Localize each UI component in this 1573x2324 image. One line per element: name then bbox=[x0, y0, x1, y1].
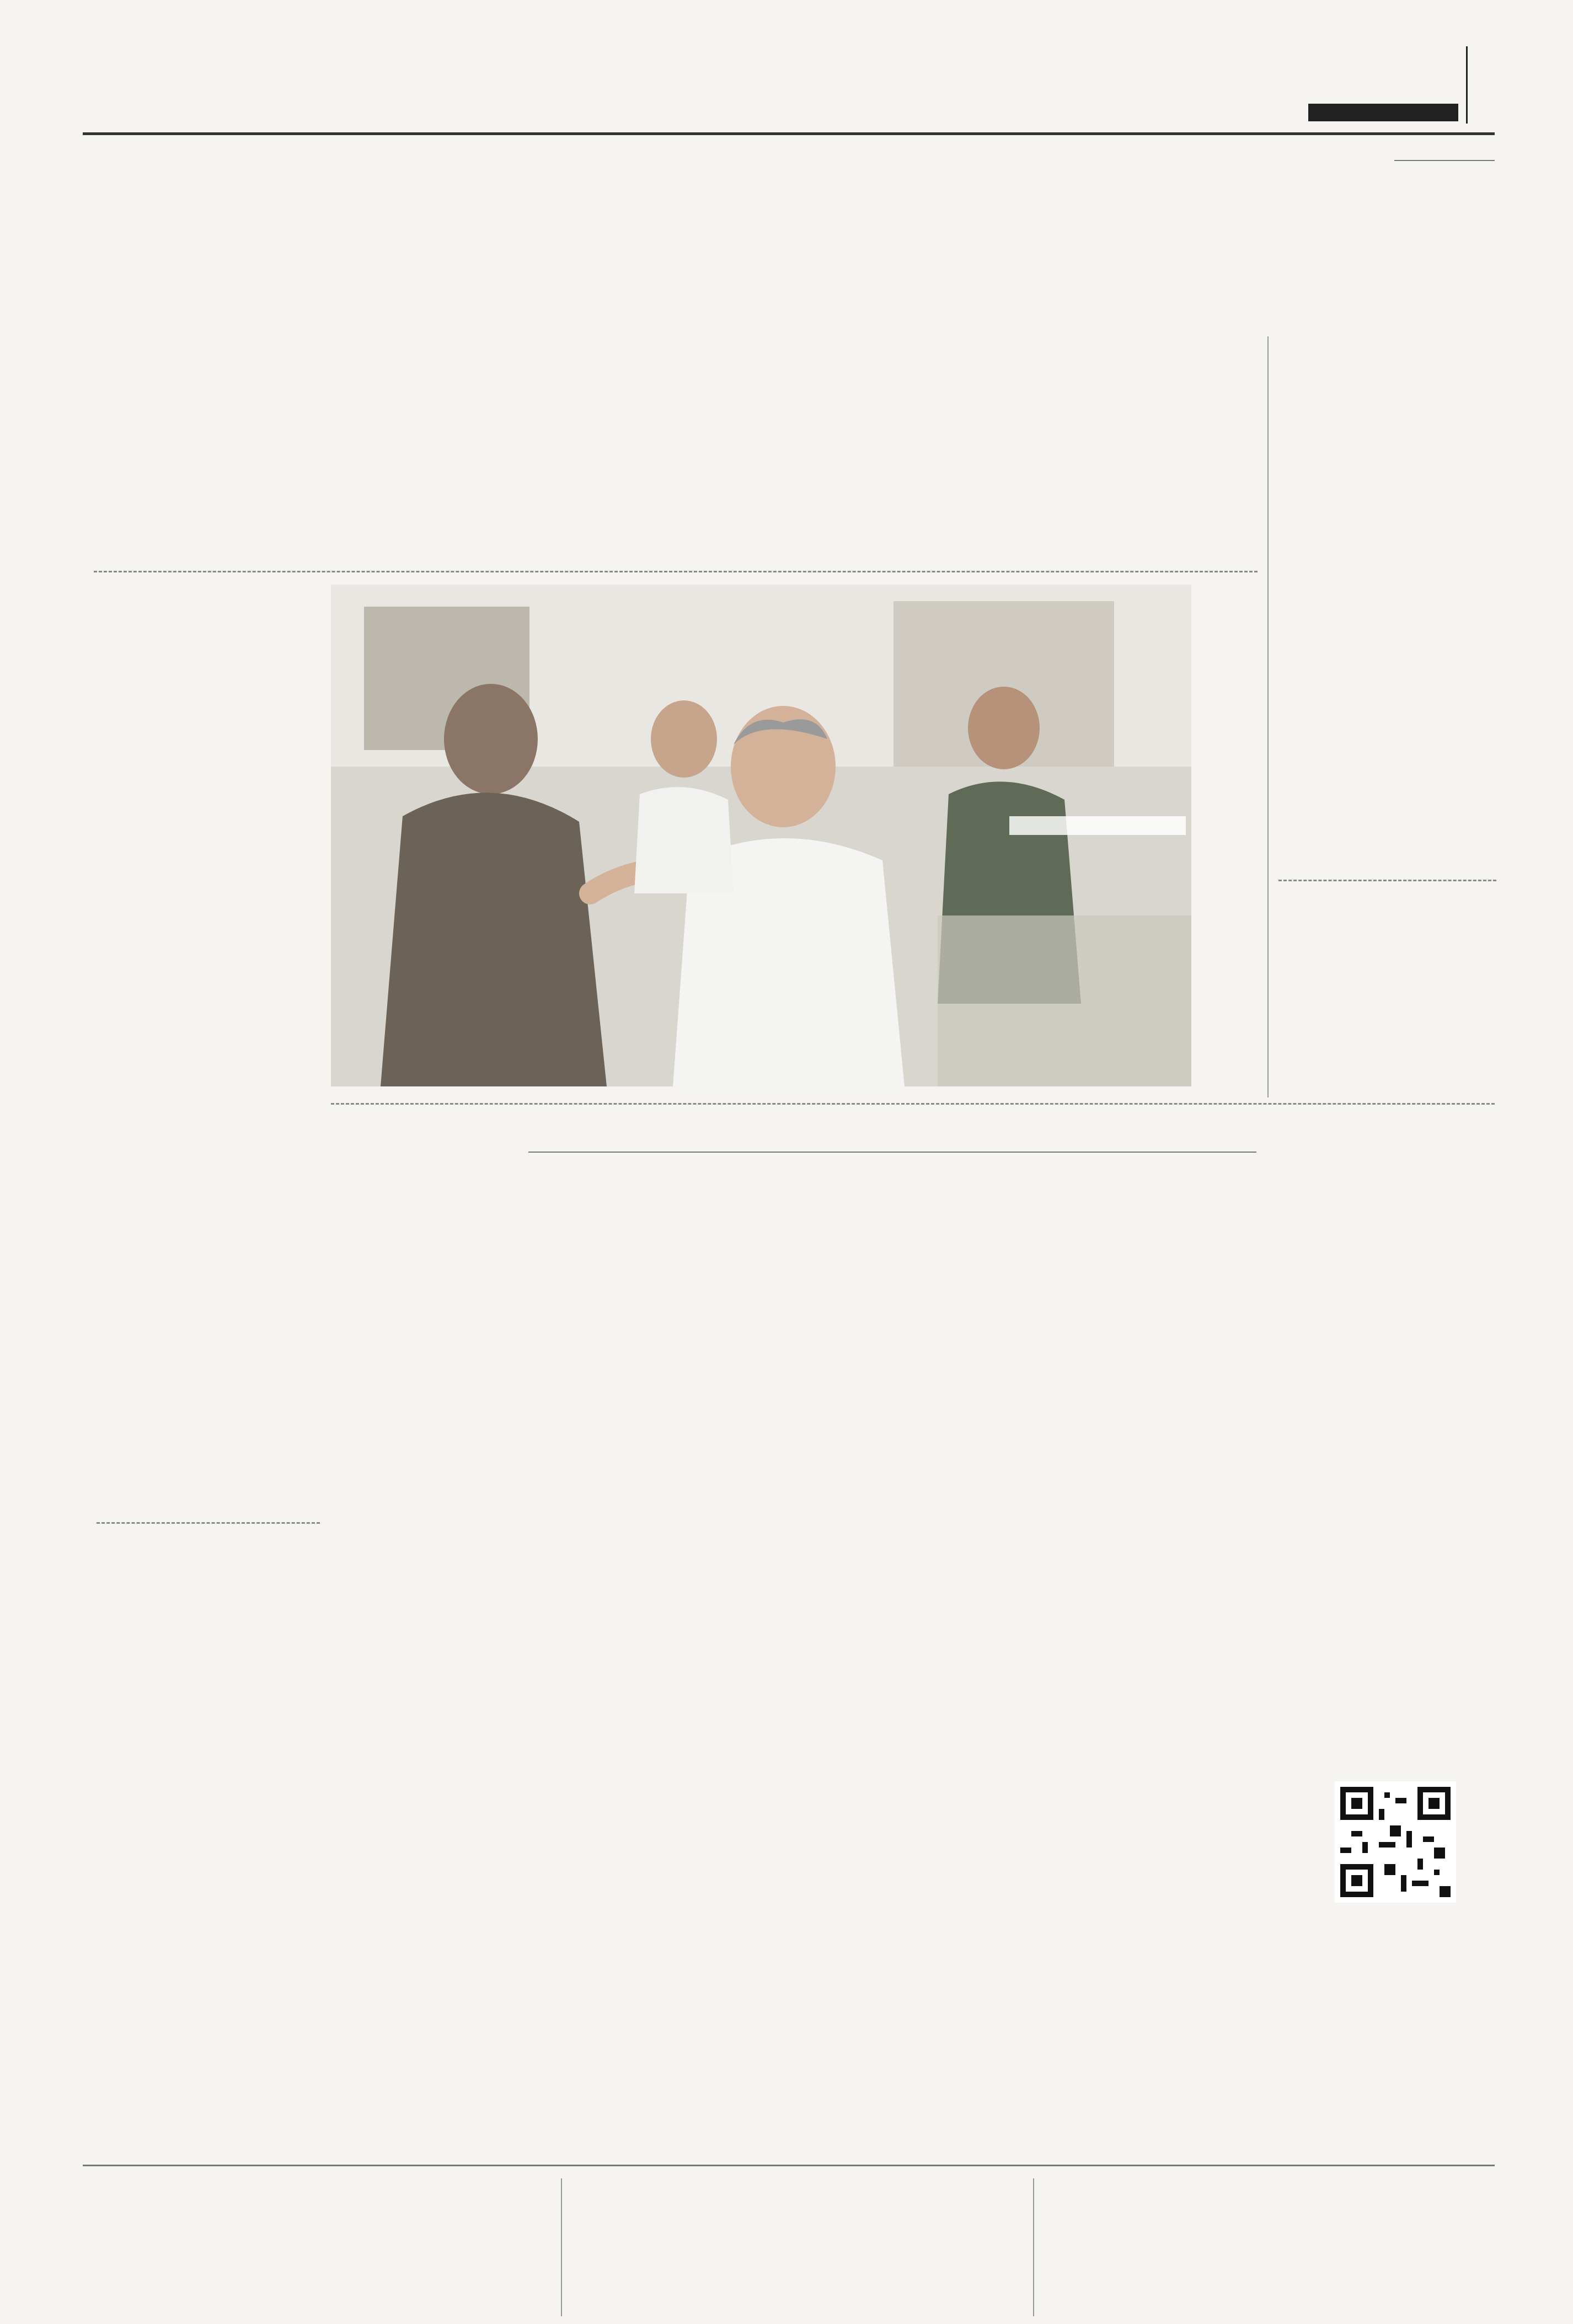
safety-column-3 bbox=[785, 1317, 1003, 2117]
qr-code[interactable] bbox=[1335, 1781, 1456, 1903]
divider bbox=[331, 1103, 1495, 1105]
photo-illustration bbox=[331, 585, 1191, 1086]
divider bbox=[1278, 880, 1496, 881]
safety-column-4 bbox=[1013, 1317, 1244, 2117]
safety-column-2 bbox=[558, 1317, 776, 2117]
feature-photo bbox=[331, 585, 1191, 1086]
yuyao-story-text bbox=[97, 728, 320, 1506]
masthead-divider bbox=[1466, 46, 1468, 124]
brief-text bbox=[574, 2211, 1026, 2316]
guangxi-story-text bbox=[1278, 276, 1496, 871]
lead-column-4 bbox=[1027, 349, 1248, 558]
column-divider bbox=[1033, 2178, 1034, 2316]
column-divider bbox=[1267, 336, 1269, 1097]
lead-column-1a bbox=[98, 485, 539, 567]
sanya-story-text bbox=[97, 1649, 320, 2126]
label-rule bbox=[1394, 160, 1495, 161]
safety-column-5 bbox=[1278, 1131, 1496, 1737]
column-divider bbox=[561, 2178, 562, 2316]
brief-text bbox=[97, 2211, 554, 2316]
header-rule bbox=[83, 132, 1495, 135]
divider bbox=[97, 1522, 320, 1524]
lead-column-3 bbox=[793, 349, 1016, 558]
safety-column-1 bbox=[331, 1317, 549, 2117]
bottom-rule bbox=[83, 2165, 1495, 2166]
lead-column-2 bbox=[556, 349, 782, 558]
brief-text bbox=[1045, 2211, 1492, 2316]
divider bbox=[94, 571, 1258, 572]
masthead-en bbox=[1308, 104, 1458, 121]
qr-code-icon bbox=[1340, 1787, 1451, 1897]
label-rule bbox=[528, 1152, 1256, 1153]
photo-caption-box bbox=[1009, 816, 1186, 835]
